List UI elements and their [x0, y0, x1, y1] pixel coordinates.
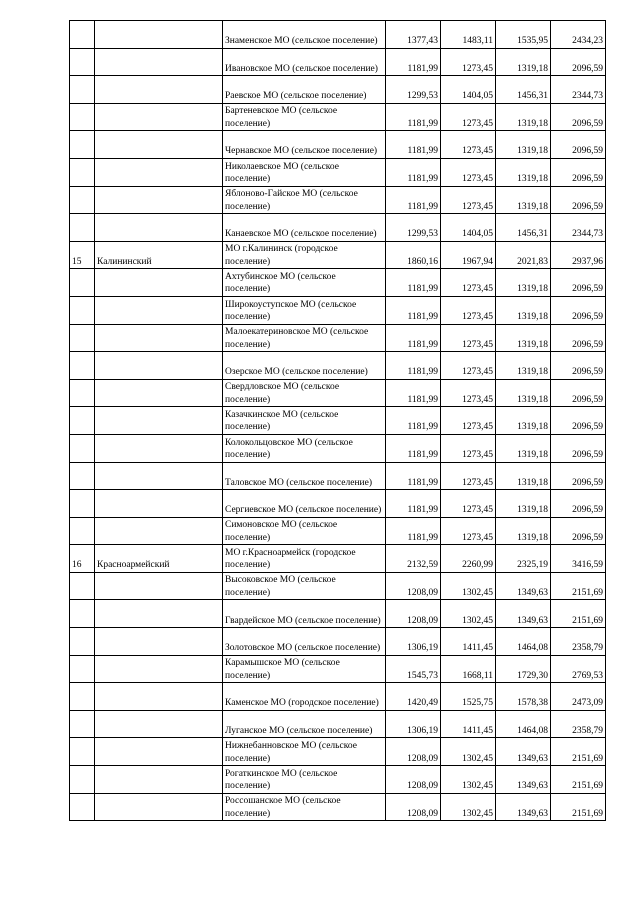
value-4-cell: 2344,73	[551, 76, 606, 104]
value-3-cell: 1319,18	[496, 186, 551, 214]
table-row	[70, 296, 606, 324]
row-number-cell	[70, 352, 95, 380]
row-number-cell	[70, 48, 95, 76]
value-1-cell: 1181,99	[386, 269, 441, 297]
value-3-cell: 1464,08	[496, 628, 551, 656]
value-3-cell: 1349,63	[496, 793, 551, 821]
table-row	[70, 214, 606, 242]
row-number-cell: 15	[70, 241, 95, 269]
value-2-cell: 1302,45	[441, 738, 496, 766]
value-1-cell: 1181,99	[386, 186, 441, 214]
row-number-cell	[70, 600, 95, 628]
value-1-cell: 1420,49	[386, 683, 441, 711]
municipality-cell: Золотовское МО (сельское поселение)	[223, 628, 386, 656]
value-1-cell: 1208,09	[386, 572, 441, 600]
value-3-cell: 2325,19	[496, 545, 551, 573]
value-3-cell: 1319,18	[496, 103, 551, 131]
row-number-cell	[70, 517, 95, 545]
value-2-cell: 1273,45	[441, 103, 496, 131]
value-2-cell: 1967,94	[441, 241, 496, 269]
row-number-cell	[70, 269, 95, 297]
district-cell	[95, 269, 223, 297]
value-3-cell: 2021,83	[496, 241, 551, 269]
municipality-cell: Рогаткинское МО (сельское поселение)	[223, 766, 386, 794]
municipality-cell: Карамышское МО (сельское поселение)	[223, 655, 386, 683]
value-1-cell: 1181,99	[386, 324, 441, 352]
table-row	[70, 48, 606, 76]
value-1-cell: 1181,99	[386, 490, 441, 518]
table-body	[70, 21, 606, 821]
value-4-cell: 2096,59	[551, 379, 606, 407]
value-3-cell: 1319,18	[496, 490, 551, 518]
value-1-cell: 1299,53	[386, 214, 441, 242]
municipality-cell: Нижнебанновское МО (сельское поселение)	[223, 738, 386, 766]
value-2-cell: 1302,45	[441, 766, 496, 794]
row-number-cell	[70, 379, 95, 407]
district-cell	[95, 48, 223, 76]
table-row	[70, 103, 606, 131]
district-cell	[95, 600, 223, 628]
table-row	[70, 628, 606, 656]
district-cell	[95, 655, 223, 683]
value-2-cell: 1273,45	[441, 462, 496, 490]
municipality-cell: Таловское МО (сельское поселение)	[223, 462, 386, 490]
value-1-cell: 1377,43	[386, 21, 441, 49]
table-row	[70, 490, 606, 518]
value-1-cell: 1181,99	[386, 517, 441, 545]
municipality-cell: Раевское МО (сельское поселение)	[223, 76, 386, 104]
row-number-cell	[70, 766, 95, 794]
value-3-cell: 1319,18	[496, 517, 551, 545]
table-row	[70, 655, 606, 683]
value-1-cell: 1181,99	[386, 352, 441, 380]
value-1-cell: 1181,99	[386, 462, 441, 490]
value-4-cell: 2096,59	[551, 296, 606, 324]
value-4-cell: 2151,69	[551, 738, 606, 766]
value-4-cell: 2151,69	[551, 572, 606, 600]
value-2-cell: 1273,45	[441, 269, 496, 297]
district-cell	[95, 158, 223, 186]
value-4-cell: 2358,79	[551, 710, 606, 738]
value-2-cell: 1273,45	[441, 352, 496, 380]
value-3-cell: 1319,18	[496, 296, 551, 324]
value-4-cell: 2096,59	[551, 158, 606, 186]
value-2-cell: 1411,45	[441, 710, 496, 738]
value-4-cell: 2473,09	[551, 683, 606, 711]
value-2-cell: 1273,45	[441, 48, 496, 76]
value-2-cell: 1273,45	[441, 186, 496, 214]
municipality-cell: Симоновское МО (сельское поселение)	[223, 517, 386, 545]
row-number-cell	[70, 655, 95, 683]
row-number-cell	[70, 158, 95, 186]
value-2-cell: 1273,45	[441, 407, 496, 435]
table-row	[70, 766, 606, 794]
district-cell	[95, 76, 223, 104]
table-row	[70, 76, 606, 104]
value-4-cell: 2096,59	[551, 48, 606, 76]
value-1-cell: 1306,19	[386, 710, 441, 738]
value-2-cell: 1273,45	[441, 296, 496, 324]
row-number-cell	[70, 324, 95, 352]
table-row	[70, 600, 606, 628]
value-2-cell: 1302,45	[441, 572, 496, 600]
municipality-cell: Высоковское МО (сельское поселение)	[223, 572, 386, 600]
value-1-cell: 1181,99	[386, 434, 441, 462]
value-1-cell: 1306,19	[386, 628, 441, 656]
value-2-cell: 1273,45	[441, 324, 496, 352]
municipality-cell: Свердловское МО (сельское поселение)	[223, 379, 386, 407]
table-row	[70, 517, 606, 545]
municipality-cell: Малоекатериновское МО (сельское поселение)	[223, 324, 386, 352]
value-2-cell: 1273,45	[441, 434, 496, 462]
district-cell: Калининский	[95, 241, 223, 269]
value-4-cell: 2937,96	[551, 241, 606, 269]
table-row	[70, 269, 606, 297]
value-1-cell: 1181,99	[386, 131, 441, 159]
value-3-cell: 1535,95	[496, 21, 551, 49]
row-number-cell	[70, 186, 95, 214]
row-number-cell	[70, 103, 95, 131]
row-number-cell	[70, 434, 95, 462]
district-cell	[95, 683, 223, 711]
value-4-cell: 2096,59	[551, 462, 606, 490]
value-4-cell: 2358,79	[551, 628, 606, 656]
value-3-cell: 1319,18	[496, 269, 551, 297]
municipality-cell: Яблоново-Гайское МО (сельское поселение)	[223, 186, 386, 214]
district-cell	[95, 738, 223, 766]
value-4-cell: 2096,59	[551, 186, 606, 214]
value-3-cell: 1456,31	[496, 76, 551, 104]
row-number-cell	[70, 21, 95, 49]
municipality-cell: Россошанское МО (сельское поселение)	[223, 793, 386, 821]
table-row	[70, 545, 606, 573]
value-2-cell: 1302,45	[441, 793, 496, 821]
table-row	[70, 241, 606, 269]
value-1-cell: 1208,09	[386, 738, 441, 766]
value-4-cell: 2096,59	[551, 407, 606, 435]
value-2-cell: 1483,11	[441, 21, 496, 49]
value-4-cell: 2096,59	[551, 352, 606, 380]
district-cell	[95, 407, 223, 435]
value-1-cell: 1208,09	[386, 600, 441, 628]
district-cell	[95, 793, 223, 821]
table-row	[70, 131, 606, 159]
district-cell	[95, 131, 223, 159]
table-row	[70, 572, 606, 600]
value-4-cell: 2096,59	[551, 269, 606, 297]
table-row	[70, 793, 606, 821]
value-3-cell: 1349,63	[496, 766, 551, 794]
row-number-cell	[70, 683, 95, 711]
municipality-cell: Бартеневское МО (сельское поселение)	[223, 103, 386, 131]
value-3-cell: 1319,18	[496, 48, 551, 76]
table-row	[70, 21, 606, 49]
municipality-cell: Озерское МО (сельское поселение)	[223, 352, 386, 380]
district-cell	[95, 352, 223, 380]
value-3-cell: 1464,08	[496, 710, 551, 738]
value-3-cell: 1456,31	[496, 214, 551, 242]
table-row	[70, 352, 606, 380]
value-2-cell: 1273,45	[441, 379, 496, 407]
district-cell	[95, 572, 223, 600]
district-cell	[95, 214, 223, 242]
municipality-cell: Чернавское МО (сельское поселение)	[223, 131, 386, 159]
table-row	[70, 324, 606, 352]
row-number-cell	[70, 738, 95, 766]
value-3-cell: 1319,18	[496, 407, 551, 435]
row-number-cell	[70, 572, 95, 600]
municipality-cell: МО г.Калининск (городское поселение)	[223, 241, 386, 269]
row-number-cell	[70, 710, 95, 738]
district-cell	[95, 296, 223, 324]
table-row	[70, 407, 606, 435]
municipality-cell: МО г.Красноармейск (городское поселение)	[223, 545, 386, 573]
value-3-cell: 1349,63	[496, 572, 551, 600]
municipality-cell: Широкоуступское МО (сельское поселение)	[223, 296, 386, 324]
table-row	[70, 462, 606, 490]
municipality-cell: Канаевское МО (сельское поселение)	[223, 214, 386, 242]
value-4-cell: 2096,59	[551, 490, 606, 518]
value-1-cell: 1181,99	[386, 296, 441, 324]
value-3-cell: 1349,63	[496, 738, 551, 766]
district-cell	[95, 710, 223, 738]
table-row	[70, 186, 606, 214]
row-number-cell	[70, 407, 95, 435]
value-2-cell: 1404,05	[441, 214, 496, 242]
value-1-cell: 1181,99	[386, 379, 441, 407]
value-4-cell: 2096,59	[551, 131, 606, 159]
value-4-cell: 2096,59	[551, 434, 606, 462]
municipality-cell: Гвардейское МО (сельское поселение)	[223, 600, 386, 628]
value-2-cell: 1404,05	[441, 76, 496, 104]
row-number-cell	[70, 462, 95, 490]
municipality-cell: Сергиевское МО (сельское поселение)	[223, 490, 386, 518]
municipality-cell: Николаевское МО (сельское поселение)	[223, 158, 386, 186]
row-number-cell	[70, 490, 95, 518]
value-2-cell: 1411,45	[441, 628, 496, 656]
value-2-cell: 1273,45	[441, 517, 496, 545]
value-4-cell: 2096,59	[551, 103, 606, 131]
value-3-cell: 1319,18	[496, 434, 551, 462]
value-4-cell: 2151,69	[551, 600, 606, 628]
table-row	[70, 710, 606, 738]
value-1-cell: 1545,73	[386, 655, 441, 683]
row-number-cell	[70, 296, 95, 324]
table-row	[70, 683, 606, 711]
value-3-cell: 1319,18	[496, 324, 551, 352]
table-row	[70, 379, 606, 407]
value-3-cell: 1578,38	[496, 683, 551, 711]
value-3-cell: 1319,18	[496, 158, 551, 186]
value-2-cell: 2260,99	[441, 545, 496, 573]
value-4-cell: 3416,59	[551, 545, 606, 573]
district-cell	[95, 766, 223, 794]
table-row	[70, 434, 606, 462]
value-1-cell: 1181,99	[386, 103, 441, 131]
district-cell	[95, 490, 223, 518]
value-3-cell: 1319,18	[496, 131, 551, 159]
value-3-cell: 1729,30	[496, 655, 551, 683]
district-cell	[95, 434, 223, 462]
row-number-cell	[70, 76, 95, 104]
value-2-cell: 1273,45	[441, 158, 496, 186]
value-4-cell: 2344,73	[551, 214, 606, 242]
municipality-cell: Каменское МО (городское поселение)	[223, 683, 386, 711]
table-row	[70, 738, 606, 766]
district-cell	[95, 628, 223, 656]
row-number-cell	[70, 131, 95, 159]
value-2-cell: 1302,45	[441, 600, 496, 628]
district-cell	[95, 324, 223, 352]
district-cell	[95, 517, 223, 545]
municipality-cell: Знаменское МО (сельское поселение)	[223, 21, 386, 49]
table-row	[70, 158, 606, 186]
row-number-cell	[70, 793, 95, 821]
district-cell: Красноармейский	[95, 545, 223, 573]
value-4-cell: 2434,23	[551, 21, 606, 49]
district-cell	[95, 379, 223, 407]
value-1-cell: 1181,99	[386, 48, 441, 76]
municipality-cell: Ахтубинское МО (сельское поселение)	[223, 269, 386, 297]
value-3-cell: 1319,18	[496, 352, 551, 380]
district-cell	[95, 462, 223, 490]
value-2-cell: 1273,45	[441, 131, 496, 159]
value-4-cell: 2151,69	[551, 766, 606, 794]
value-2-cell: 1273,45	[441, 490, 496, 518]
district-cell	[95, 21, 223, 49]
row-number-cell: 16	[70, 545, 95, 573]
value-1-cell: 1299,53	[386, 76, 441, 104]
value-1-cell: 1208,09	[386, 793, 441, 821]
row-number-cell	[70, 628, 95, 656]
value-3-cell: 1319,18	[496, 462, 551, 490]
value-1-cell: 1181,99	[386, 158, 441, 186]
value-1-cell: 1860,16	[386, 241, 441, 269]
tariff-table	[69, 20, 606, 821]
value-2-cell: 1668,11	[441, 655, 496, 683]
value-4-cell: 2096,59	[551, 517, 606, 545]
municipality-cell: Колокольцовское МО (сельское поселение)	[223, 434, 386, 462]
value-1-cell: 1208,09	[386, 766, 441, 794]
district-cell	[95, 186, 223, 214]
value-1-cell: 1181,99	[386, 407, 441, 435]
municipality-cell: Ивановское МО (сельское поселение)	[223, 48, 386, 76]
district-cell	[95, 103, 223, 131]
municipality-cell: Казачкинское МО (сельское поселение)	[223, 407, 386, 435]
value-3-cell: 1349,63	[496, 600, 551, 628]
row-number-cell	[70, 214, 95, 242]
value-1-cell: 2132,59	[386, 545, 441, 573]
value-4-cell: 2151,69	[551, 793, 606, 821]
value-2-cell: 1525,75	[441, 683, 496, 711]
municipality-cell: Луганское МО (сельское поселение)	[223, 710, 386, 738]
value-4-cell: 2096,59	[551, 324, 606, 352]
value-3-cell: 1319,18	[496, 379, 551, 407]
value-4-cell: 2769,53	[551, 655, 606, 683]
